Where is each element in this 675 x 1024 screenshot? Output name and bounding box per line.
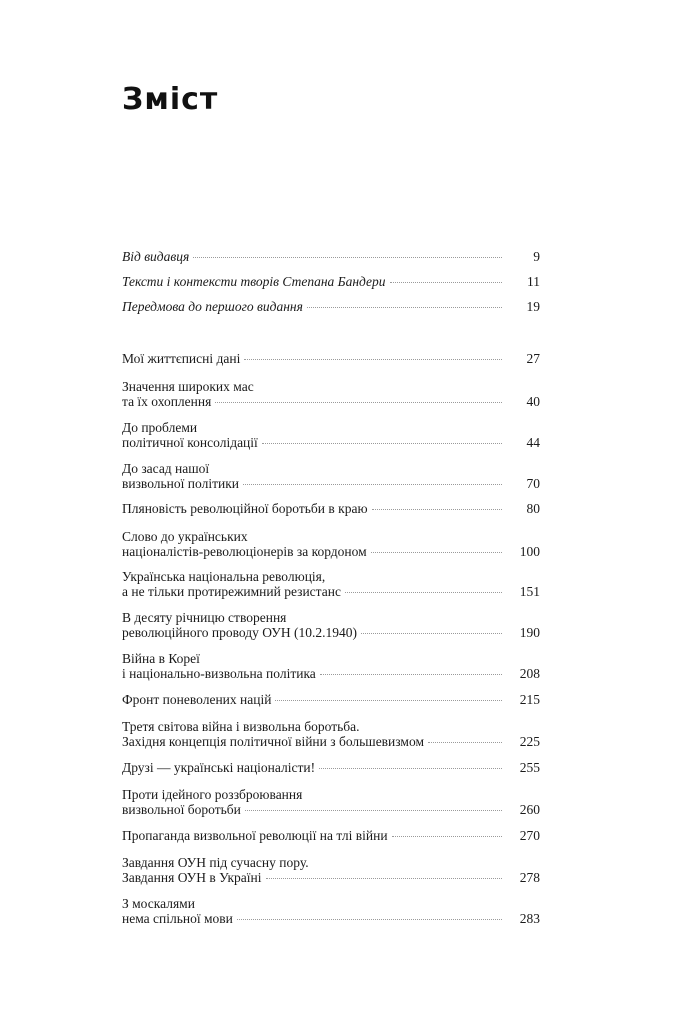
toc-page-number: 151 bbox=[519, 584, 540, 599]
dot-leader bbox=[392, 836, 502, 837]
toc-entry[interactable] bbox=[122, 501, 540, 516]
dot-leader bbox=[390, 282, 502, 283]
dot-leader bbox=[243, 484, 502, 485]
toc-page-number: 70 bbox=[526, 476, 540, 491]
toc-entry[interactable] bbox=[122, 569, 540, 599]
toc-entry-title-line: З москалями bbox=[122, 896, 195, 911]
toc-entry[interactable] bbox=[122, 855, 540, 885]
dot-leader bbox=[266, 878, 502, 879]
toc-page-number: 11 bbox=[527, 274, 540, 289]
toc-page-number: 44 bbox=[526, 435, 540, 450]
toc-entry-title-line: Слово до українських bbox=[122, 529, 248, 544]
toc-entry[interactable] bbox=[122, 351, 540, 366]
toc-entry-title-line: Пляновість революційної боротьби в краю bbox=[122, 501, 368, 516]
toc-entry-title-line: Західня концепція політичної війни з большевизмом bbox=[122, 734, 425, 749]
dot-leader bbox=[319, 768, 502, 769]
toc-page-number: 278 bbox=[519, 870, 540, 885]
toc-page-number: 260 bbox=[519, 802, 540, 817]
toc-entry-title-line: Завдання ОУН під сучасну пору. bbox=[122, 855, 309, 870]
toc-entry-title-line: націоналістів-революціонерів за кордоном bbox=[122, 544, 367, 559]
toc-page-number: 255 bbox=[519, 760, 540, 775]
dot-leader bbox=[237, 919, 502, 920]
toc-entry[interactable] bbox=[122, 760, 540, 775]
toc-entry-title-line: Передмова до першого видання bbox=[122, 299, 303, 314]
toc-entry-title-line: а не тільки протирежимний резистанс bbox=[122, 584, 341, 599]
toc-page-number: 100 bbox=[519, 544, 540, 559]
toc-entry-title-line: Третя світова війна і визвольна боротьба. bbox=[122, 719, 360, 734]
dot-leader bbox=[372, 509, 502, 510]
toc-entry-title-line: Тексти і контексти творів Степана Бандери bbox=[122, 274, 386, 289]
toc-page-number: 19 bbox=[526, 299, 540, 314]
dot-leader bbox=[262, 443, 502, 444]
toc-page-number: 215 bbox=[519, 692, 540, 707]
dot-leader bbox=[244, 359, 502, 360]
toc-entry-title-line: В десяту річницю створення bbox=[122, 610, 287, 625]
dot-leader bbox=[275, 700, 501, 701]
toc-entry-title-line: До проблеми bbox=[122, 420, 198, 435]
dot-leader bbox=[193, 257, 502, 258]
toc-entry[interactable] bbox=[122, 692, 540, 707]
toc-entry-title-line: Значення широких мас bbox=[122, 379, 254, 394]
toc-entry[interactable] bbox=[122, 249, 540, 264]
toc-page-number: 225 bbox=[519, 734, 540, 749]
toc-entry-title-line: Проти ідейного роззброювання bbox=[122, 787, 303, 802]
toc-entry[interactable] bbox=[122, 651, 540, 681]
toc-entry-title-line: Війна в Кореї bbox=[122, 651, 200, 666]
toc-page-number: 190 bbox=[519, 625, 540, 640]
toc-entry-title-line: і національно-визвольна політика bbox=[122, 666, 316, 681]
dot-leader bbox=[345, 592, 502, 593]
toc-entry-title-line: визвольної політики bbox=[122, 476, 239, 491]
toc-page-number: 283 bbox=[519, 911, 540, 926]
toc-page-number: 9 bbox=[533, 249, 540, 264]
dot-leader bbox=[428, 742, 502, 743]
toc-entry-title-line: революційного проводу ОУН (10.2.1940) bbox=[122, 625, 357, 640]
toc-entry-title-line: Завдання ОУН в Україні bbox=[122, 870, 262, 885]
toc-entry[interactable] bbox=[122, 274, 540, 289]
dot-leader bbox=[361, 633, 502, 634]
toc-entry-title-line: нема спільної мови bbox=[122, 911, 233, 926]
dot-leader bbox=[245, 810, 502, 811]
toc-entry-title-line: та їх охоплення bbox=[122, 394, 212, 409]
toc-page-number: 270 bbox=[519, 828, 540, 843]
toc-entry[interactable] bbox=[122, 610, 540, 640]
toc-entry[interactable] bbox=[122, 896, 540, 926]
toc-entry[interactable] bbox=[122, 719, 540, 749]
dot-leader bbox=[307, 307, 502, 308]
toc-entry-title-line: Українська національна революція, bbox=[122, 569, 326, 584]
page-title: Зміст bbox=[122, 82, 219, 117]
dot-leader bbox=[320, 674, 502, 675]
toc-entry[interactable] bbox=[122, 379, 540, 409]
toc-entry-title-line: політичної консолідації bbox=[122, 435, 258, 450]
toc-page-number: 80 bbox=[526, 501, 540, 516]
toc-entry[interactable] bbox=[122, 529, 540, 559]
dot-leader bbox=[371, 552, 502, 553]
toc-entry[interactable] bbox=[122, 787, 540, 817]
toc-entry[interactable] bbox=[122, 461, 540, 491]
toc-entry-title-line: Фронт поневолених націй bbox=[122, 692, 272, 707]
toc-entry[interactable] bbox=[122, 299, 540, 314]
dot-leader bbox=[215, 402, 502, 403]
toc-entry-title-line: Від видавця bbox=[122, 249, 190, 264]
toc-entry-title-line: Пропаганда визвольної революції на тлі війни bbox=[122, 828, 388, 843]
toc-entry[interactable] bbox=[122, 828, 540, 843]
toc-entry-title-line: Мої життєписні дані bbox=[122, 351, 241, 366]
toc-entry-title-line: визвольної боротьби bbox=[122, 802, 241, 817]
toc-entry-title-line: Друзі — українські націоналісти! bbox=[122, 760, 316, 775]
toc-page-number: 27 bbox=[526, 351, 540, 366]
toc-page-number: 208 bbox=[519, 666, 540, 681]
toc-page-number: 40 bbox=[526, 394, 540, 409]
toc-entry[interactable] bbox=[122, 420, 540, 450]
toc-entry-title-line: До засад нашої bbox=[122, 461, 210, 476]
